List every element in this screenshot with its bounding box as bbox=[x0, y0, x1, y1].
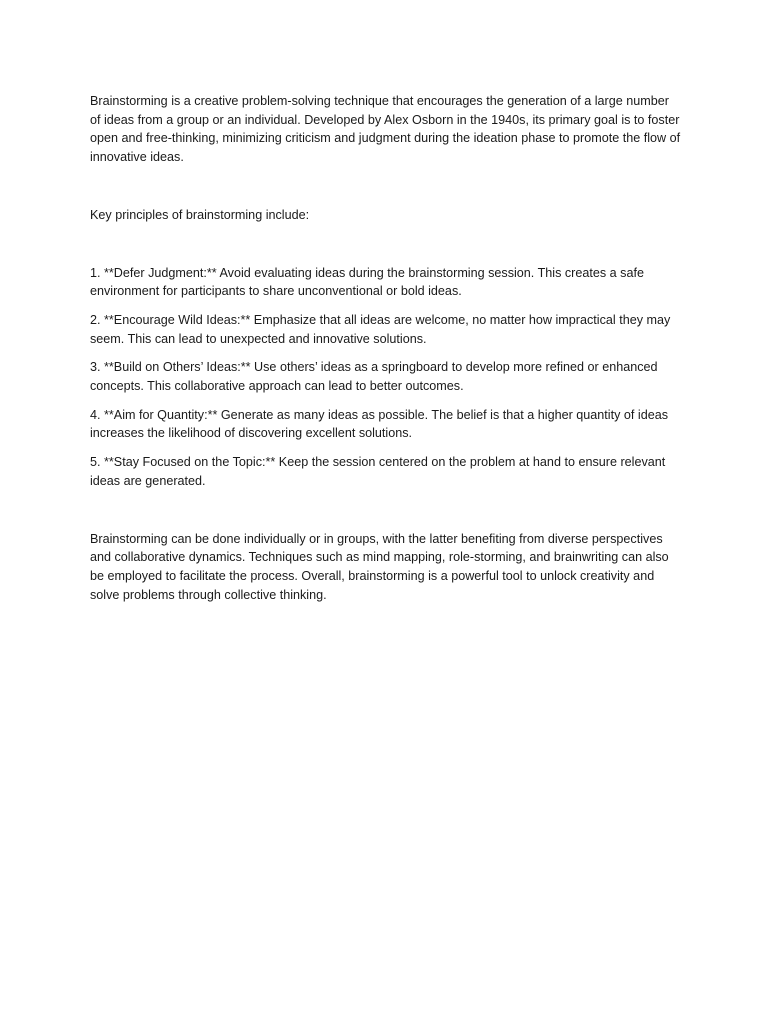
principles-lead: Key principles of brainstorming include: bbox=[90, 207, 310, 222]
intro-paragraph: Brainstorming is a creative problem-solving technique that encourages the generation of a large number of ideas from a group or an individual. Developed by Alex Osborn in the 1940s, its primary goal is to foster open and free-thinking, minimizing criticism and judgment during the ideation phase to promote the flow of innovative ideas. bbox=[90, 94, 681, 165]
principle-item-5: 5. **Stay Focused on the Topic:** Keep the session centered on the problem at hand to ensure relevant ideas are generated. bbox=[90, 455, 666, 488]
document-body bbox=[90, 92, 682, 604]
principle-item-4: 4. **Aim for Quantity:** Generate as many ideas as possible. The belief is that a higher quantity of ideas increases the likelihood of discovering excellent solutions. bbox=[90, 407, 669, 441]
principle-item-2: 2. **Encourage Wild Ideas:** Emphasize that all ideas are welcome, no matter how impractical they may seem. This can lead to unexpected and innovative solutions. bbox=[90, 312, 671, 346]
principle-item-3: 3. **Build on Others’ Ideas:** Use others’ ideas as a springboard to develop more refined or enhanced concepts. This collaborative approach can lead to better outcomes. bbox=[90, 360, 658, 394]
principle-item-1: 1. **Defer Judgment:** Avoid evaluating ideas during the brainstorming session. This creates a safe environment for participants to share unconventional or bold ideas. bbox=[90, 265, 644, 299]
conclusion-paragraph: Brainstorming can be done individually or in groups, with the latter benefiting from diverse perspectives and collaborative dynamics. Techniques such as mind mapping, role-storming, and brainwriting can also be employed to facilitate the process. Overall, brainstorming is a powerful tool to unlock creativity and solve problems through collective thinking. bbox=[90, 531, 669, 602]
